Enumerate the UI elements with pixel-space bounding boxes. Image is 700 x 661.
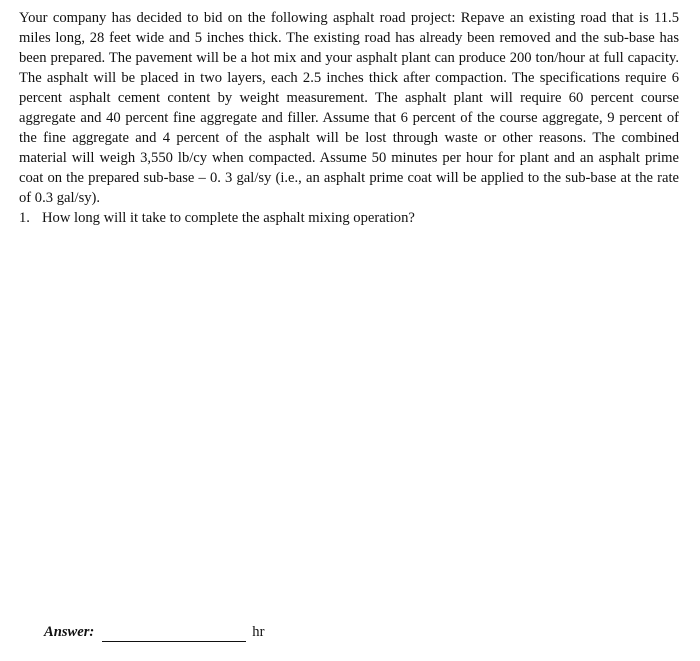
answer-row — [44, 622, 264, 642]
answer-label: Answer: — [44, 624, 95, 640]
answer-input[interactable] — [102, 625, 246, 642]
question-number: 1. — [19, 210, 30, 226]
problem-statement: Your company has decided to bid on the following asphalt road project: Repave an existing road that is 11.5 miles long, 28 feet wide and 5 inches thick. The existing road has already been removed and the sub-base has been prepared. The pavement will be a hot mix and your asphalt plant can produce 200 ton/hour at full capacity. The asphalt will be placed in two layers, each 2.5 inches thick after compaction. The specifications require 6 percent asphalt cement content by weight measurement. The asphalt plant will require 60 percent course aggregate and 40 percent fine aggregate and filler. Assume that 6 percent of the course aggregate, 9 percent of the fine aggregate and 4 percent of the asphalt will be lost through waste or other reasons. The combined material will weigh 3,550 lb/cy when compacted. Assume 50 minutes per hour for plant and an asphalt prime coat on the prepared sub-base – 0. 3 gal/sy (i.e., an asphalt prime coat will be applied to the sub-base at the rate of 0.3 gal/sy). — [19, 10, 679, 206]
answer-unit: hr — [252, 624, 265, 640]
question-1 — [19, 208, 679, 228]
question-text: How long will it take to complete the asphalt mixing operation? — [42, 210, 415, 226]
